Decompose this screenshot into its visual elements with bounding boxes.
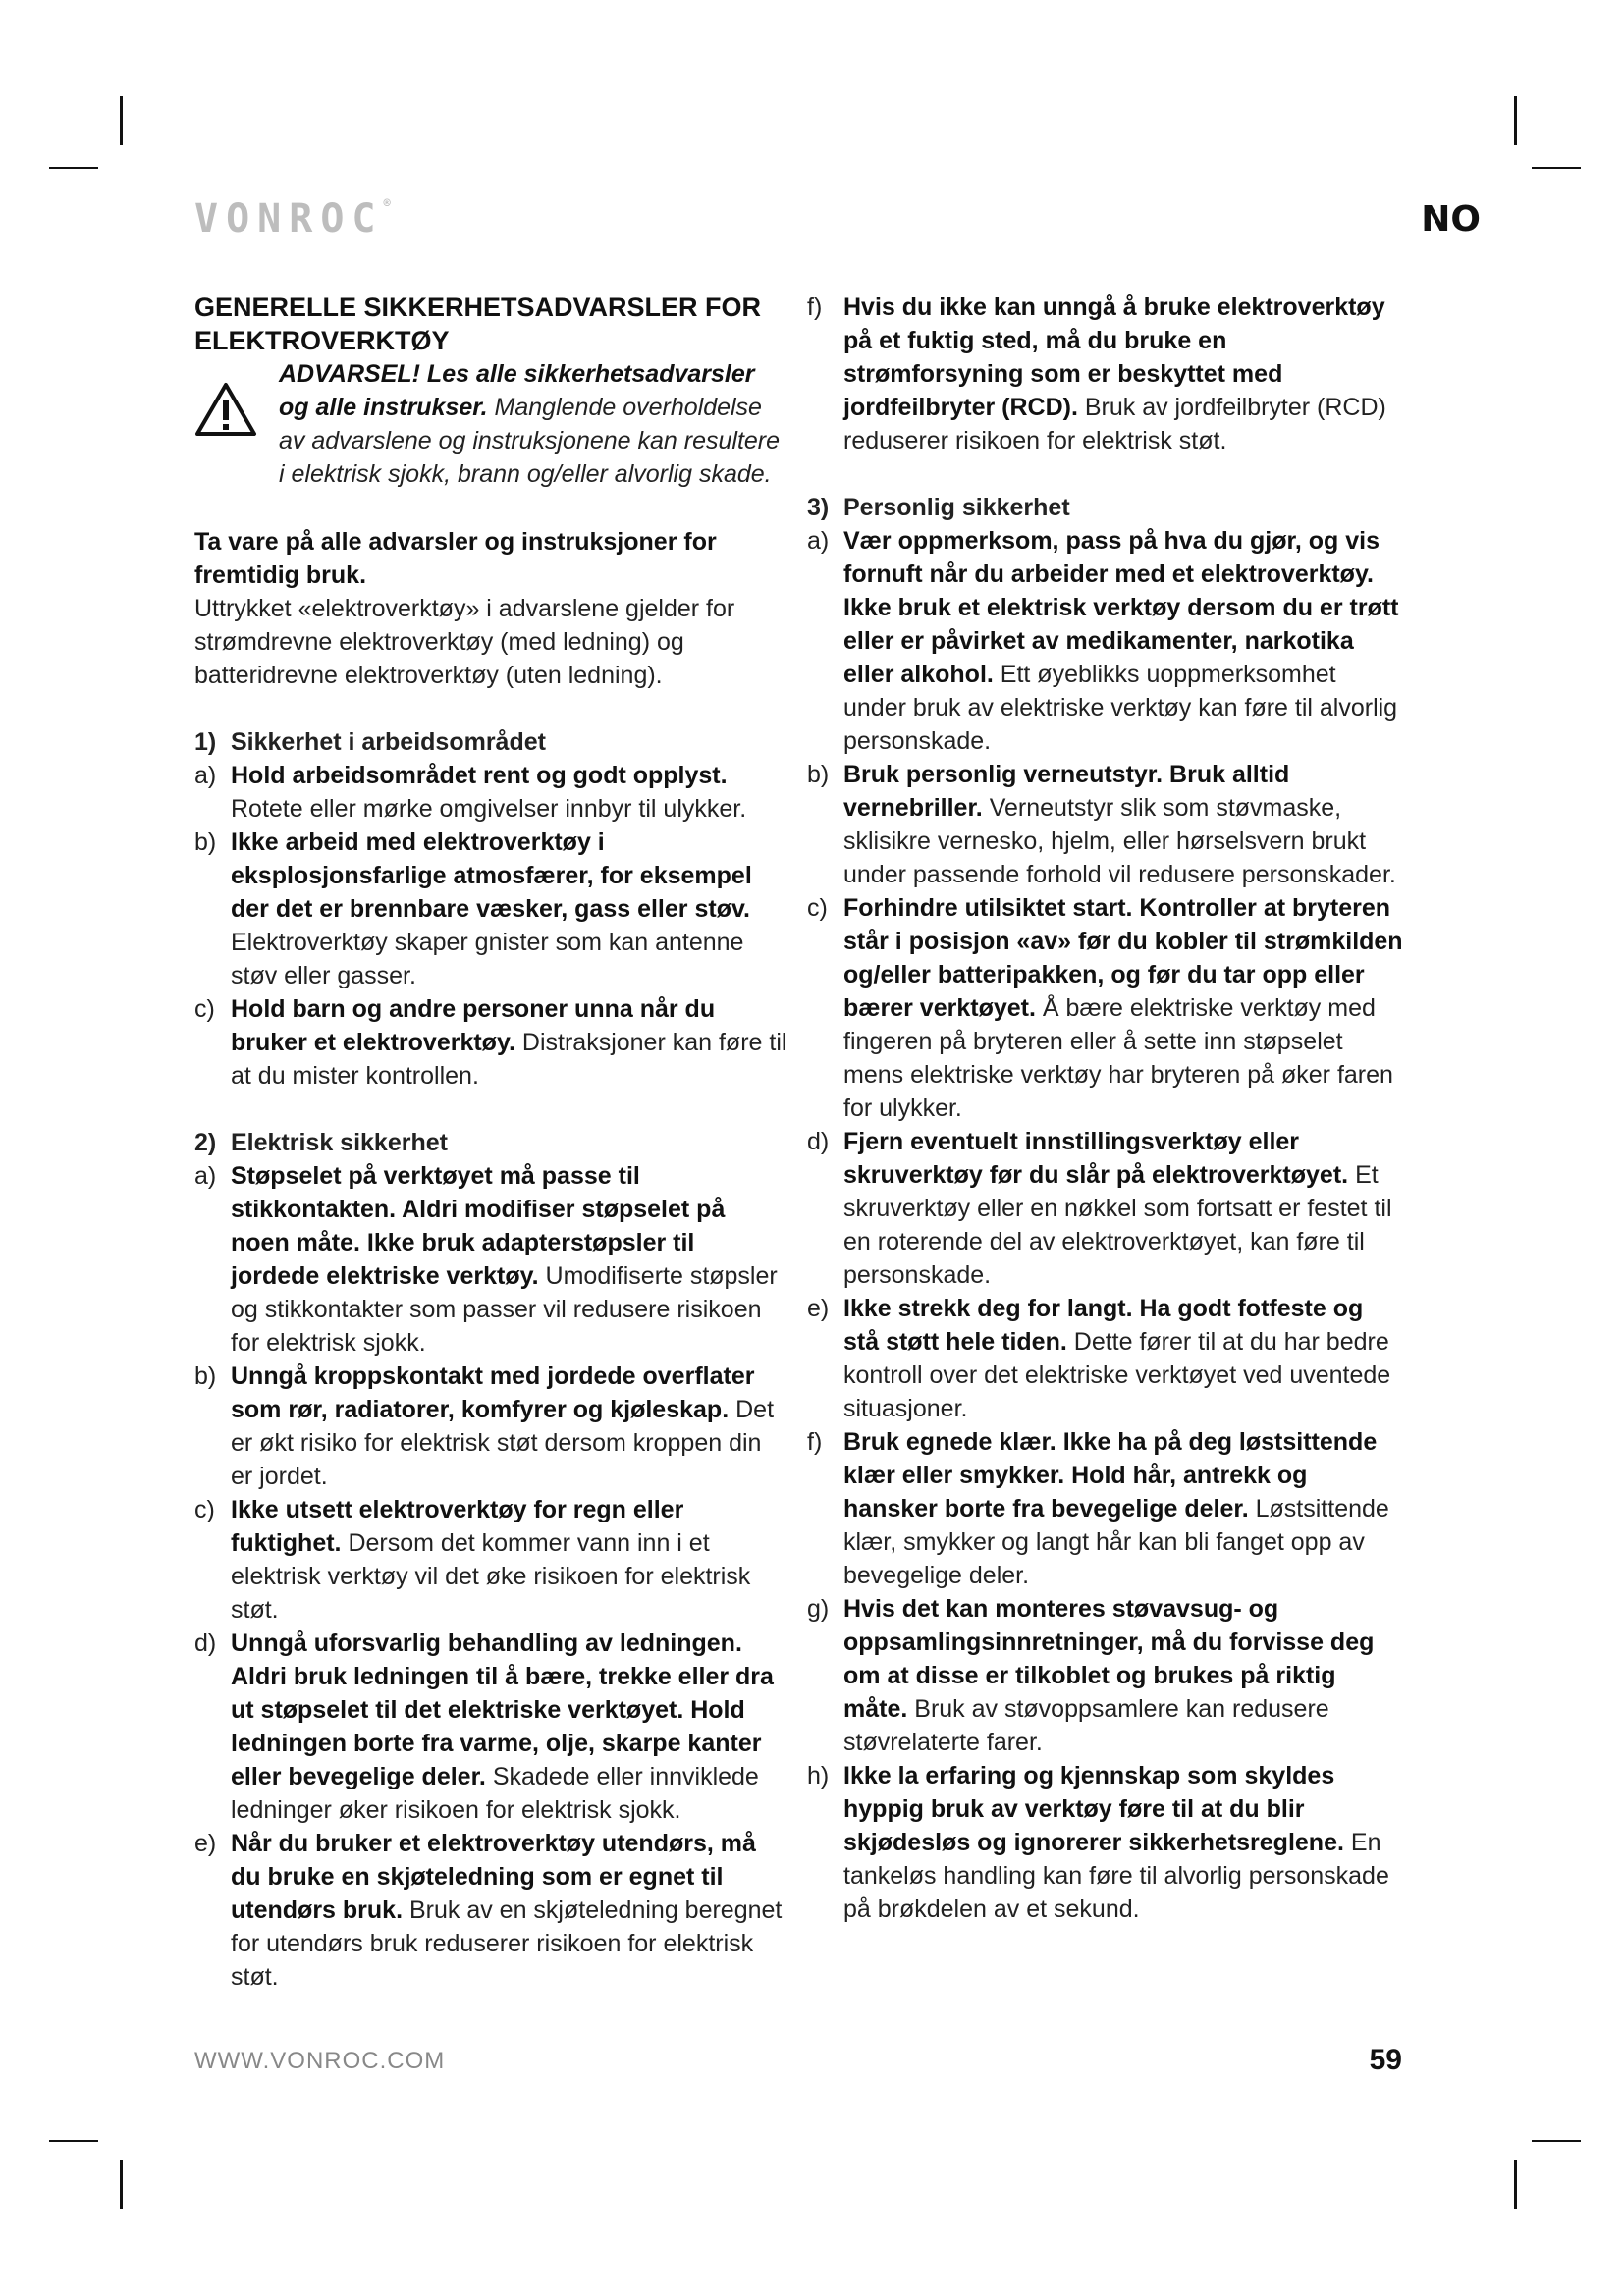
- list-item: [194, 1827, 789, 1994]
- list-item: [807, 524, 1404, 758]
- section-number: 2): [194, 1129, 217, 1156]
- section-heading-text: Elektrisk sikkerhet: [231, 1129, 448, 1156]
- item-bold: Forhindre utilsiktet start. Kontroller at bryteren står i posisjon «av» før du kobler til strømkilden og/eller batteripakken, og før du tar opp eller bærer verktøyet.: [843, 894, 1403, 1022]
- item-bold: Hold arbeidsområdet rent og godt opplyst.: [231, 762, 728, 789]
- item-bold: Ikke la erfaring og kjennskap som skyldes hyppig bruk av verktøy føre til at du blir skjødesløs og ignorerer sikkerhetsreglene.: [843, 1762, 1344, 1856]
- item-bold: Ikke arbeid med elektroverktøy i eksplosjonsfarlige atmosfærer, for eksempel der det er brennbare væsker, gass eller støv.: [231, 828, 752, 923]
- item-bold: Bruk personlig verneutstyr. Bruk alltid vernebriller.: [843, 761, 1290, 822]
- item-text: En tankeløs handling kan føre til alvorlig personskade på brøkdelen av et sekund.: [843, 1829, 1389, 1923]
- item-label: a): [807, 527, 830, 555]
- item-text: Skadede eller innviklede ledninger øker risikoen for elektrisk sjokk.: [231, 1763, 759, 1824]
- item-label: a): [194, 1162, 217, 1190]
- item-label: f): [807, 1428, 823, 1456]
- list-item: [807, 1592, 1404, 1759]
- item-label: c): [807, 894, 828, 922]
- item-label: e): [194, 1830, 217, 1857]
- item-bold: Unngå uforsvarlig behandling av ledningen. Aldri bruk ledningen til å bære, trekke eller dra ut støpselet til det elektriske verktøyet. Hold ledningen borte fra varme, olje, skarpe kanter eller bevegelige deler.: [231, 1629, 774, 1790]
- section-title: [194, 291, 789, 357]
- item-bold: Hvis du ikke kan unngå å bruke elektroverktøy på et fuktig sted, må du bruke en strømforsyning som er beskyttet med jordfeilbryter (RCD).: [843, 294, 1385, 421]
- brand-logo: [194, 196, 391, 241]
- list-item: [194, 1627, 789, 1827]
- language-code: NO: [1421, 199, 1481, 240]
- keep-text: Uttrykket «elektroverktøy» i advarslene gjelder for strømdrevne elektroverktøy (med ledning) og batteridrevne elektroverktøy (uten ledning).: [194, 595, 735, 689]
- item-label: b): [194, 828, 217, 856]
- item-bold: Bruk egnede klær. Ikke ha på deg løstsittende klær eller smykker. Hold hår, antrekk og hansker borte fra bevegelige deler.: [843, 1428, 1378, 1522]
- item-bold: Fjern eventuelt innstillingsverktøy eller skruverktøy før du slår på elektroverktøyet.: [843, 1128, 1349, 1189]
- item-bold: Vær oppmerksom, pass på hva du gjør, og vis fornuft når du arbeider med et elektroverktøy. Ikke bruk et elektrisk verktøy dersom du er trøtt eller er påvirket av medikamenter, narkotika eller alkohol.: [843, 527, 1399, 688]
- crop-mark: [1514, 96, 1517, 145]
- item-text: Bruk av støvoppsamlere kan redusere støvrelaterte farer.: [843, 1695, 1329, 1756]
- item-text: Rotete eller mørke omgivelser innbyr til ulykker.: [231, 795, 747, 823]
- left-column: [194, 291, 789, 1994]
- section-number: 1): [194, 728, 217, 756]
- item-label: d): [807, 1128, 830, 1155]
- item-bold: Unngå kroppskontakt med jordede overflater som rør, radiatorer, komfyrer og kjøleskap.: [231, 1362, 755, 1423]
- list-item: [807, 1425, 1404, 1592]
- list-item: [807, 1759, 1404, 1926]
- list-item: [194, 759, 789, 826]
- item-text: Dersom det kommer vann inn i et elektrisk verktøy vil det øke risikoen for elektrisk støt.: [231, 1529, 751, 1624]
- list-item: [194, 1360, 789, 1493]
- item-text: Distraksjoner kan føre til at du mister kontrollen.: [231, 1029, 787, 1090]
- list-item: [807, 891, 1404, 1125]
- keep-bold: Ta vare på alle advarsler og instruksjoner for fremtidig bruk.: [194, 528, 717, 589]
- crop-mark: [1514, 2160, 1517, 2209]
- warning-block: [194, 357, 789, 491]
- section-number: 3): [807, 494, 830, 521]
- brand-mark: ®: [383, 196, 391, 210]
- item-text: Løstsittende klær, smykker og langt hår kan bli fanget opp av bevegelige deler.: [843, 1495, 1389, 1589]
- item-label: a): [194, 762, 217, 789]
- item-bold: Hvis det kan monteres støvavsug- og oppsamlingsinnretninger, må du forvisse deg om at disse er tilkoblet og brukes på riktig måte.: [843, 1595, 1375, 1723]
- item-label: h): [807, 1762, 830, 1789]
- list-item: [194, 1493, 789, 1627]
- item-label: e): [807, 1295, 830, 1322]
- section-heading: [194, 725, 789, 759]
- section-title-line1: GENERELLE SIKKERHETSADVARSLER FOR: [194, 293, 762, 322]
- item-label: b): [807, 761, 830, 788]
- item-text: Et skruverktøy eller en nøkkel som fortsatt er festet til en roterende del av elektroverktøyet, kan føre til personskade.: [843, 1161, 1392, 1289]
- list-item: [194, 992, 789, 1093]
- list-item: [807, 1292, 1404, 1425]
- item-text: Verneutstyr slik som støvmaske, sklisikre vernesko, hjelm, eller hørselsvern brukt under passende forhold vil redusere personskader.: [843, 794, 1396, 888]
- item-text: Ett øyeblikks uoppmerksomhet under bruk av elektriske verktøy kan føre til alvorlig personskade.: [843, 661, 1398, 755]
- list-item: [194, 826, 789, 992]
- item-text: Å bære elektriske verktøy med fingeren på bryteren eller å sette inn støpselet mens elektriske verktøy har bryteren på øker faren for ulykker.: [843, 994, 1393, 1122]
- warning-bold: ADVARSEL! Les alle sikkerhetsadvarsler og alle instrukser.: [279, 360, 755, 421]
- item-text: Umodifiserte støpsler og stikkontakter som passer vil redusere risikoen for elektrisk sjokk.: [231, 1262, 778, 1357]
- item-bold: Støpselet på verktøyet må passe til stikkontakten. Aldri modifiser støpselet på noen måte. Ikke bruk adapterstøpsler til jordede elektriske verktøy.: [231, 1162, 726, 1290]
- item-label: d): [194, 1629, 217, 1657]
- list-item: [807, 758, 1404, 891]
- item-bold: Ikke utsett elektroverktøy for regn eller fuktighet.: [231, 1496, 684, 1557]
- section-heading-text: Personlig sikkerhet: [843, 494, 1070, 521]
- crop-mark: [49, 167, 98, 169]
- item-text: Det er økt risiko for elektrisk støt dersom kroppen din er jordet.: [231, 1396, 775, 1490]
- warning-triangle-icon: [194, 381, 257, 438]
- crop-mark: [120, 2160, 123, 2209]
- item-bold: Ikke strekk deg for langt. Ha godt fotfeste og stå støtt hele tiden.: [843, 1295, 1364, 1356]
- section-heading: [807, 491, 1404, 524]
- crop-mark: [49, 2140, 98, 2142]
- page-number: 59: [1369, 2044, 1402, 2076]
- keep-instructions: [194, 525, 789, 692]
- item-bold: Når du bruker et elektroverktøy utendørs, må du bruke en skjøteledning som er egnet til utendørs bruk.: [231, 1830, 756, 1924]
- item-label: f): [807, 294, 823, 321]
- item-label: c): [194, 995, 215, 1023]
- section-heading-text: Sikkerhet i arbeidsområdet: [231, 728, 546, 756]
- footer-url: WWW.VONROC.COM: [194, 2048, 446, 2074]
- item-text: Bruk av en skjøteledning beregnet for utendørs bruk reduserer risikoen for elektrisk støt.: [231, 1896, 783, 1991]
- crop-mark: [120, 96, 123, 145]
- right-column: [807, 291, 1404, 1926]
- item-label: b): [194, 1362, 217, 1390]
- item-text: Dette fører til at du har bedre kontroll over det elektriske verktøyet ved uventede situasjoner.: [843, 1328, 1391, 1422]
- list-item: [194, 1159, 789, 1360]
- list-item: [807, 291, 1404, 457]
- item-label: c): [194, 1496, 215, 1523]
- item-label: g): [807, 1595, 830, 1623]
- section-title-line2: ELEKTROVERKTØY: [194, 326, 450, 355]
- item-bold: Hold barn og andre personer unna når du bruker et elektroverktøy.: [231, 995, 716, 1056]
- list-item: [807, 1125, 1404, 1292]
- warning-text: Manglende overholdelse av advarslene og instruksjonene kan resultere i elektrisk sjokk, brann og/eller alvorlig skade.: [279, 394, 781, 488]
- brand-name: VONROC: [194, 196, 384, 241]
- crop-mark: [1532, 167, 1581, 169]
- crop-mark: [1532, 2140, 1581, 2142]
- section-heading: [194, 1126, 789, 1159]
- item-text: Bruk av jordfeilbryter (RCD) reduserer risikoen for elektrisk støt.: [843, 394, 1386, 454]
- item-text: Elektroverktøy skaper gnister som kan antenne støv eller gasser.: [231, 929, 744, 989]
